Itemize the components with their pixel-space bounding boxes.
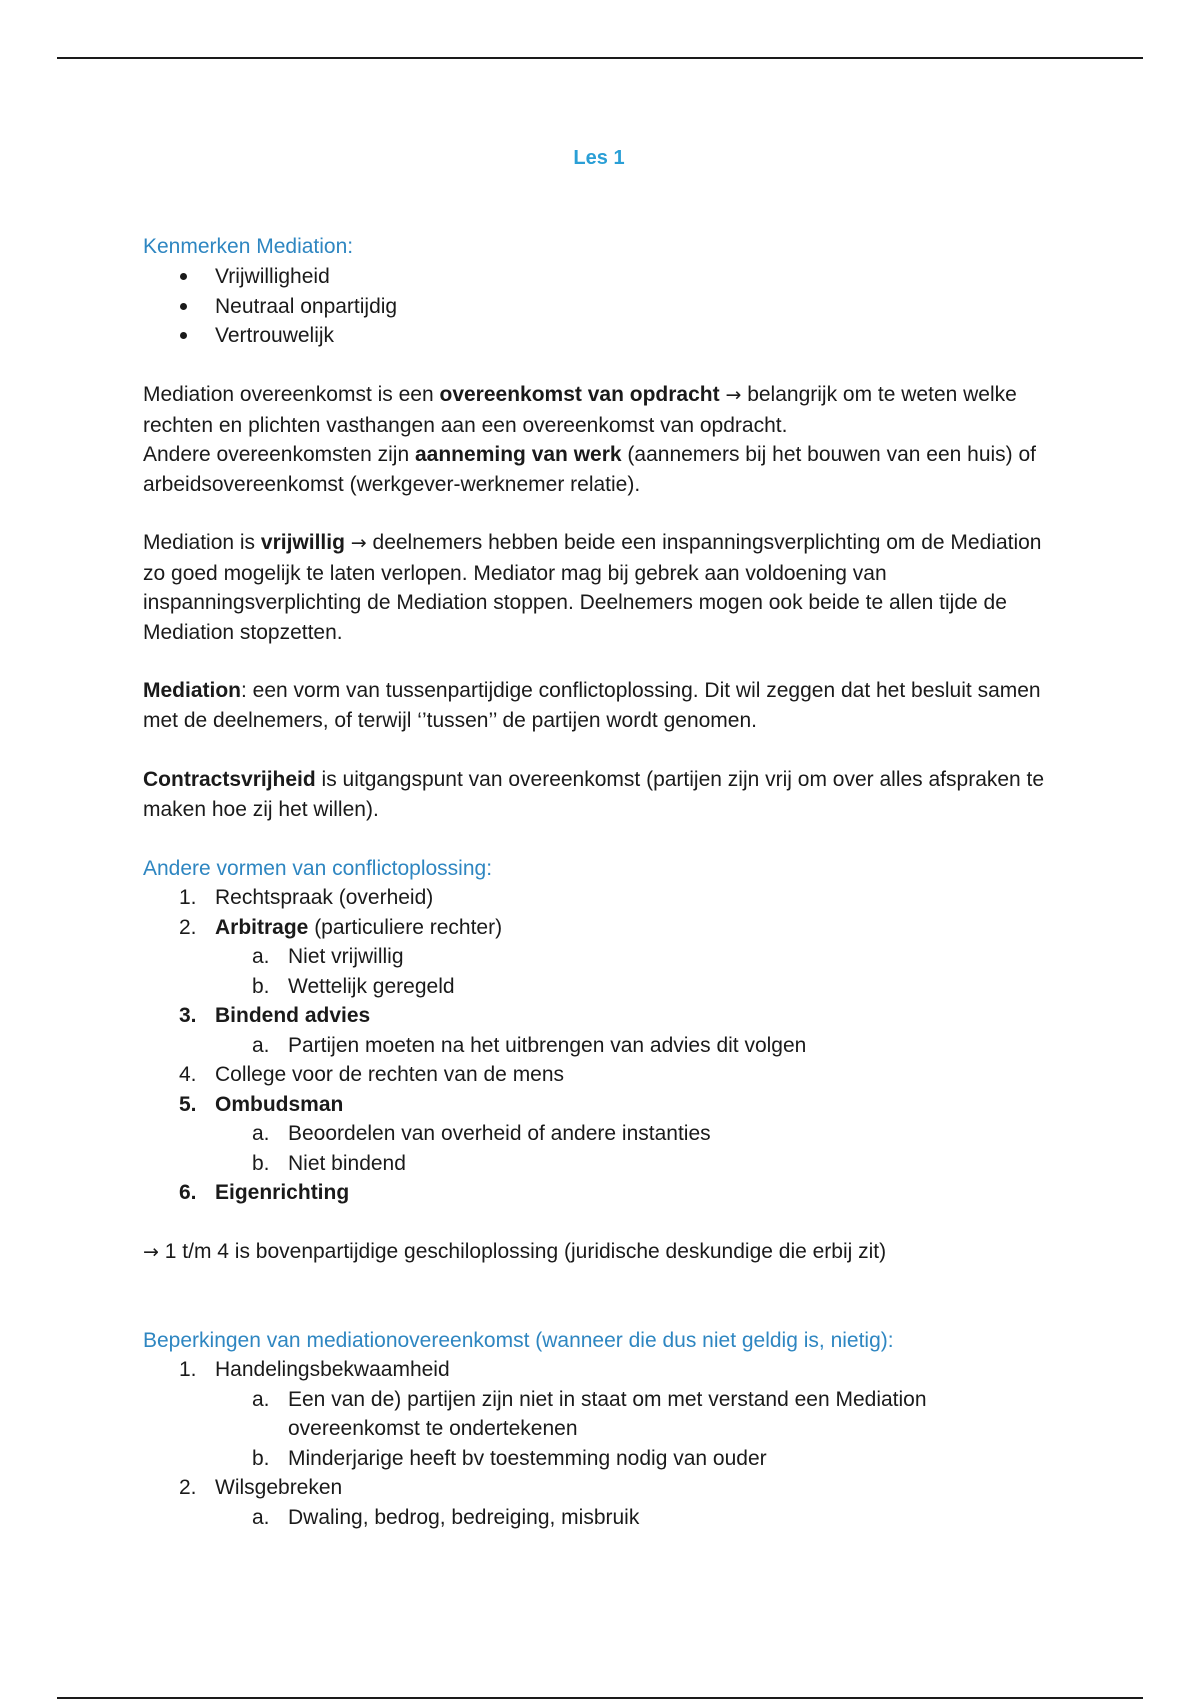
bullet-icon bbox=[180, 332, 187, 339]
list-beperkingen bbox=[143, 1355, 1068, 1532]
top-rule bbox=[57, 57, 1143, 59]
paragraph-contractsvrijheid: Contractsvrijheid is uitgangspunt van overeenkomst (partijen zijn vrij om over alles afspraken te maken hoe zij het willen). bbox=[143, 768, 1045, 821]
bullet-list-kenmerken bbox=[143, 262, 397, 351]
heading-andere-vormen: Andere vormen van conflictoplossing: bbox=[143, 857, 493, 880]
list-item: a. Dwaling, bedrog, bedreiging, misbruik bbox=[252, 1505, 640, 1529]
paragraph-overeenkomst: Mediation overeenkomst is een overeenkomst van opdracht → belangrijk om te weten welke rechten en plichten vasthangen aan een overeenkomst van opdracht. Andere overeenkomsten zijn aanneming van werk (aannemers bij het bouwen van een huis) of arbeidsovereenkomst (werkgever-werknemer relatie). bbox=[143, 383, 1036, 496]
list-item: b. Minderjarige heeft bv toestemming nodig van ouder bbox=[252, 1446, 767, 1470]
note-bovenpartijdig: → 1 t/m 4 is bovenpartijdige geschiloplossing (juridische deskundige die erbij zit) bbox=[143, 1240, 887, 1263]
list-item: b. Niet bindend bbox=[252, 1151, 406, 1175]
list-item: 1. Rechtspraak (overheid) bbox=[179, 886, 434, 909]
arrow-right-icon: → bbox=[350, 532, 367, 554]
arrow-right-icon: → bbox=[143, 1241, 159, 1263]
list-item: 3. Bindend advies bbox=[179, 1004, 371, 1027]
list-item: a. Niet vrijwillig bbox=[252, 945, 404, 968]
bullet-icon bbox=[180, 303, 187, 310]
heading-kenmerken: Kenmerken Mediation: bbox=[143, 235, 354, 258]
list-item: 2. Wilsgebreken bbox=[179, 1476, 343, 1499]
list-item: 5. Ombudsman bbox=[179, 1092, 344, 1116]
list-item: 6. Eigenrichting bbox=[179, 1181, 350, 1204]
list-item: a. Partijen moeten na het uitbrengen van advies dit volgen bbox=[252, 1033, 807, 1057]
list-item: Vrijwilligheid bbox=[143, 262, 397, 292]
list-item: Neutraal onpartijdig bbox=[143, 292, 397, 322]
bottom-rule bbox=[57, 1697, 1143, 1699]
list-item: 4. College voor de rechten van de mens bbox=[179, 1063, 565, 1086]
list-item: a. Beoordelen van overheid of andere instanties bbox=[252, 1122, 711, 1145]
arrow-right-icon: → bbox=[725, 384, 742, 406]
paragraph-vrijwillig: Mediation is vrijwillig → deelnemers hebben beide een inspanningsverplichting om de Mediation zo goed mogelijk te laten verlopen. Mediator mag bij gebrek aan voldoening van inspanningsverplichting de Mediation stoppen. Deelnemers mogen ook beide te allen tijde de Mediation stopzetten. bbox=[143, 531, 1042, 644]
list-item: a. Een van de) partijen zijn niet in staat om met verstand een Mediation overeenkomst te ondertekenen bbox=[252, 1387, 927, 1440]
list-item: 1. Handelingsbekwaamheid bbox=[179, 1358, 450, 1381]
list-item: b. Wettelijk geregeld bbox=[252, 974, 455, 998]
page-title: Les 1 bbox=[573, 147, 625, 169]
list-item: Vertrouwelijk bbox=[143, 321, 397, 351]
list-item: 2. Arbitrage (particuliere rechter) bbox=[179, 915, 503, 939]
heading-beperkingen: Beperkingen van mediationovereenkomst (wanneer die dus niet geldig is, nietig): bbox=[143, 1329, 894, 1352]
list-conflictoplossing bbox=[143, 883, 1068, 1208]
bullet-icon bbox=[180, 273, 187, 280]
paragraph-mediation-definition: Mediation: een vorm van tussenpartijdige conflictoplossing. Dit wil zeggen dat het besluit samen met de deelnemers, of terwijl ‘’tussen’’ de partijen wordt genomen. bbox=[143, 679, 1041, 732]
